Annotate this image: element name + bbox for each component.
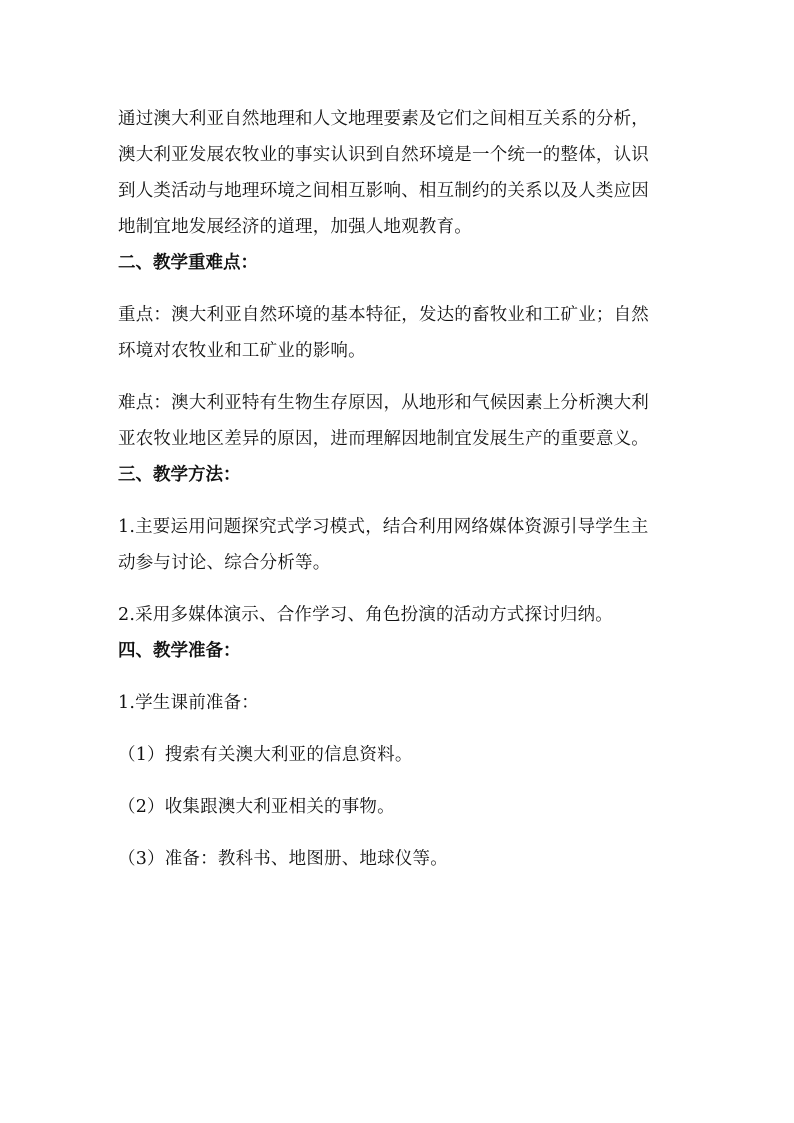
method-item-2: 2.采用多媒体演示、合作学习、角色扮演的活动方式探讨归纳。 [118,605,613,625]
text-line: 重点：澳大利亚自然环境的基本特征，发达的畜牧业和工矿业；自然 [118,305,649,325]
text-line: 环境对农牧业和工矿业的影响。 [118,341,366,361]
text-line: 动参与讨论、综合分析等。 [118,553,331,573]
prep-item: 1.学生课前准备： [118,693,259,713]
text-line: 1.主要运用问题探究式学习模式，结合利用网络媒体资源引导学生主 [118,517,649,537]
text-line: 到人类活动与地理环境之间相互影响、相互制约的关系以及人类应因 [118,181,649,201]
text-line: 难点：澳大利亚特有生物生存原因，从地形和气候因素上分析澳大利 [118,393,649,413]
section-heading-preparation: 四、教学准备： [118,641,241,661]
text-line: 澳大利亚发展农牧业的事实认识到自然环境是一个统一的整体，认识 [118,145,649,165]
section-heading-key-points: 二、教学重难点： [118,253,258,273]
intro-paragraph [118,101,694,245]
text-line: 地制宜地发展经济的道理，加强人地观教育。 [118,217,472,237]
text-line: 亚农牧业地区差异的原因，进而理解因地制宜发展生产的重要意义。 [118,429,649,449]
method-item-1 [118,509,694,581]
prep-subitem-3: （3）准备：教科书、地图册、地球仪等。 [118,849,448,869]
section-heading-methods: 三、教学方法： [118,465,241,485]
prep-subitem-2: （2）收集跟澳大利亚相关的事物。 [118,797,395,817]
key-points-paragraph [118,297,694,369]
prep-subitem-1: （1）搜索有关澳大利亚的信息资料。 [118,745,413,765]
text-line: 通过澳大利亚自然地理和人文地理要素及它们之间相互关系的分析， [118,109,649,129]
difficulties-paragraph [118,385,694,457]
document-body [118,101,694,877]
